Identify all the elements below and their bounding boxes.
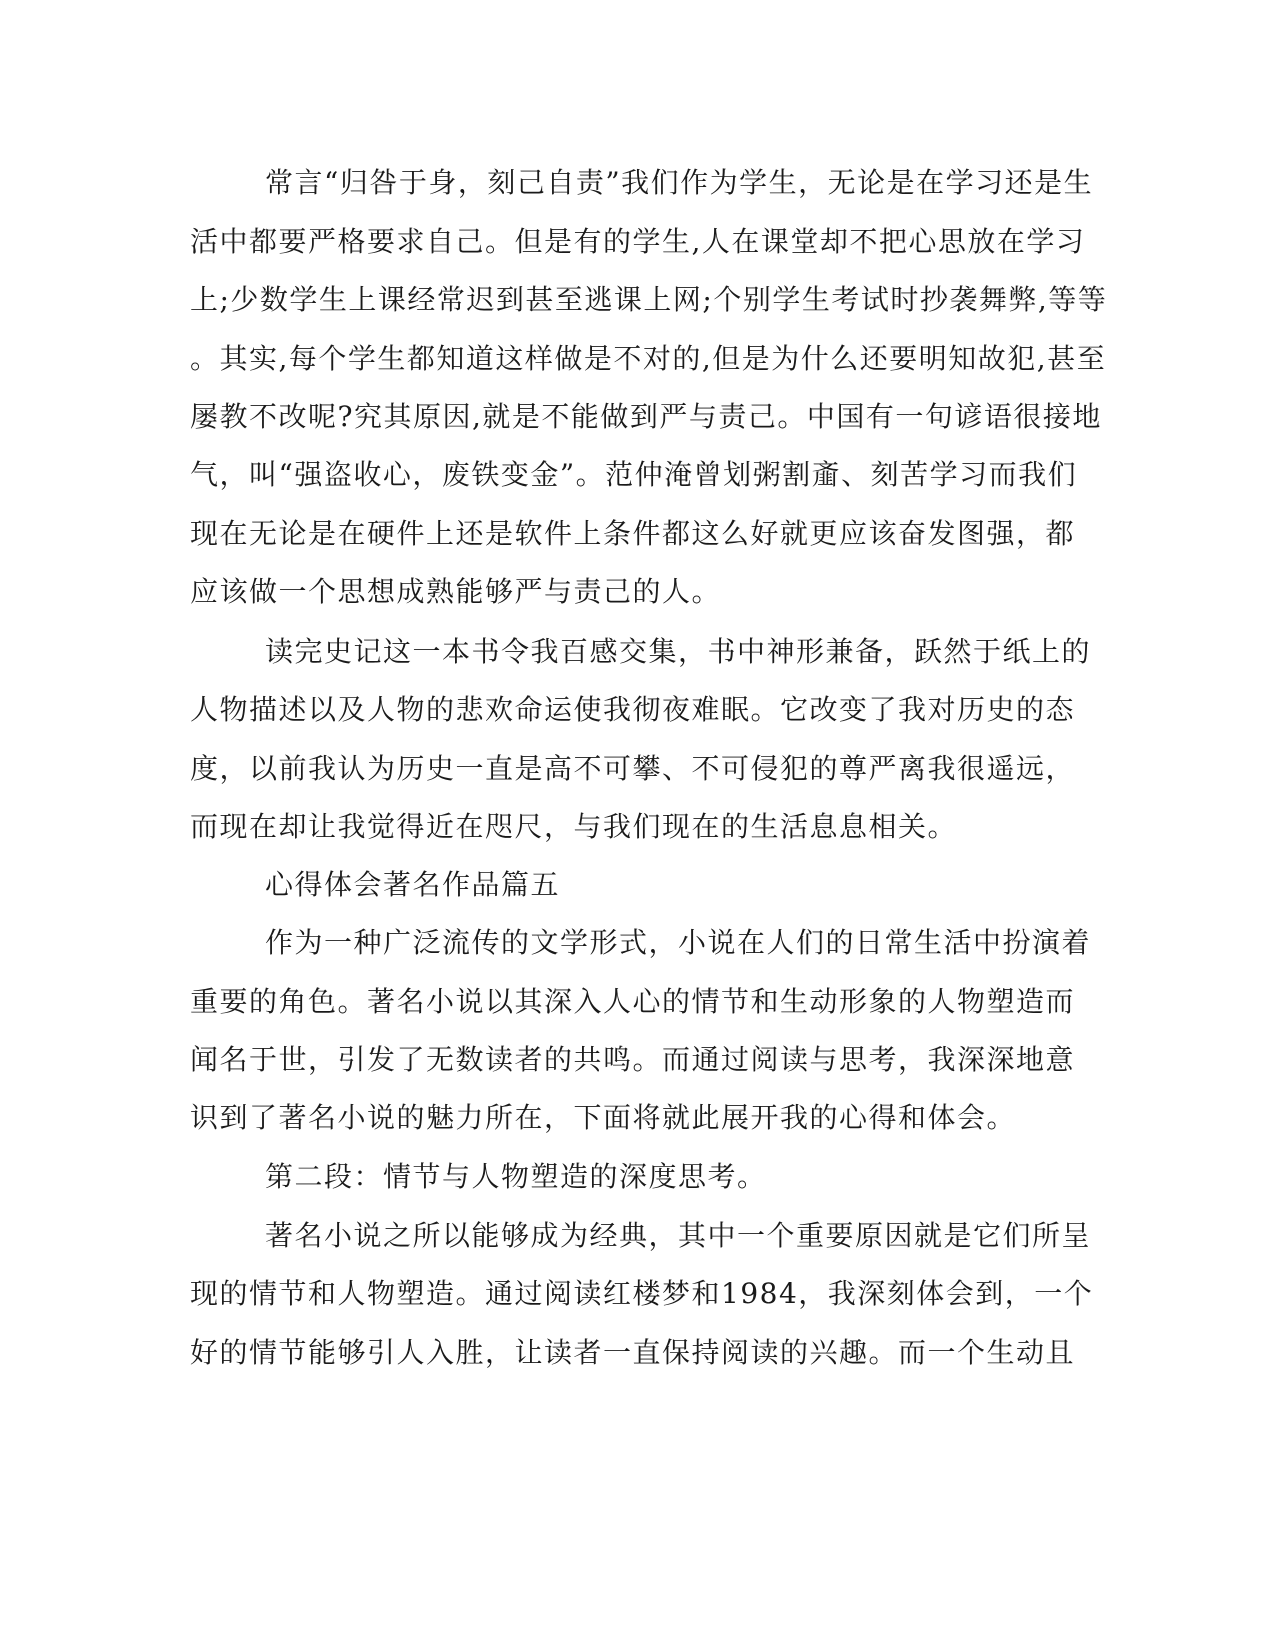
section-subheading: 第二段：情节与人物塑造的深度思考。 — [265, 1160, 767, 1193]
text-line: 作为一种广泛流传的文学形式，小说在人们的日常生活中扮演着 — [265, 926, 1092, 959]
text-line: 气，叫“强盗收心，废铁变金”。范仲淹曾划粥割齑、刻苦学习而我们 — [190, 458, 1078, 491]
text-line: 著名小说之所以能够成为经典，其中一个重要原因就是它们所呈 — [265, 1219, 1092, 1252]
text-line: 闻名于世，引发了无数读者的共鸣。而通过阅读与思考，我深深地意 — [190, 1043, 1076, 1076]
text-line: 好的情节能够引人入胜，让读者一直保持阅读的兴趣。而一个生动且 — [190, 1336, 1076, 1369]
text-line: 读完史记这一本书令我百感交集，书中神形兼备，跃然于纸上的 — [265, 635, 1092, 668]
text-line: 重要的角色。著名小说以其深入人心的情节和生动形象的人物塑造而 — [190, 985, 1076, 1018]
text-line: 。其实,每个学生都知道这样做是不对的,但是为什么还要明知故犯,甚至 — [190, 342, 1107, 375]
text-line: 现的情节和人物塑造。通过阅读红楼梦和1984，我深刻体会到，一个 — [190, 1277, 1094, 1310]
text-line: 常言“归咎于身，刻己自责”我们作为学生，无论是在学习还是生 — [265, 166, 1094, 199]
text-line: 屡教不改呢?究其原因,就是不能做到严与责己。中国有一句谚语很接地 — [190, 400, 1102, 433]
text-line: 活中都要严格要求自己。但是有的学生,人在课堂却不把心思放在学习 — [190, 225, 1086, 258]
text-line: 应该做一个思想成熟能够严与责己的人。 — [190, 575, 722, 608]
text-line: 上;少数学生上课经常迟到甚至逃课上网;个别学生考试时抄袭舞弊,等等 — [190, 283, 1108, 316]
text-line: 识到了著名小说的魅力所在，下面将就此展开我的心得和体会。 — [190, 1101, 1017, 1134]
text-line: 度，以前我认为历史一直是高不可攀、不可侵犯的尊严离我很遥远， — [190, 752, 1076, 785]
text-line: 人物描述以及人物的悲欢命运使我彻夜难眠。它改变了我对历史的态 — [190, 693, 1076, 726]
section-heading: 心得体会著名作品篇五 — [265, 868, 561, 901]
text-line: 而现在却让我觉得近在咫尺，与我们现在的生活息息相关。 — [190, 810, 958, 843]
text-line: 现在无论是在硬件上还是软件上条件都这么好就更应该奋发图强，都 — [190, 517, 1076, 550]
